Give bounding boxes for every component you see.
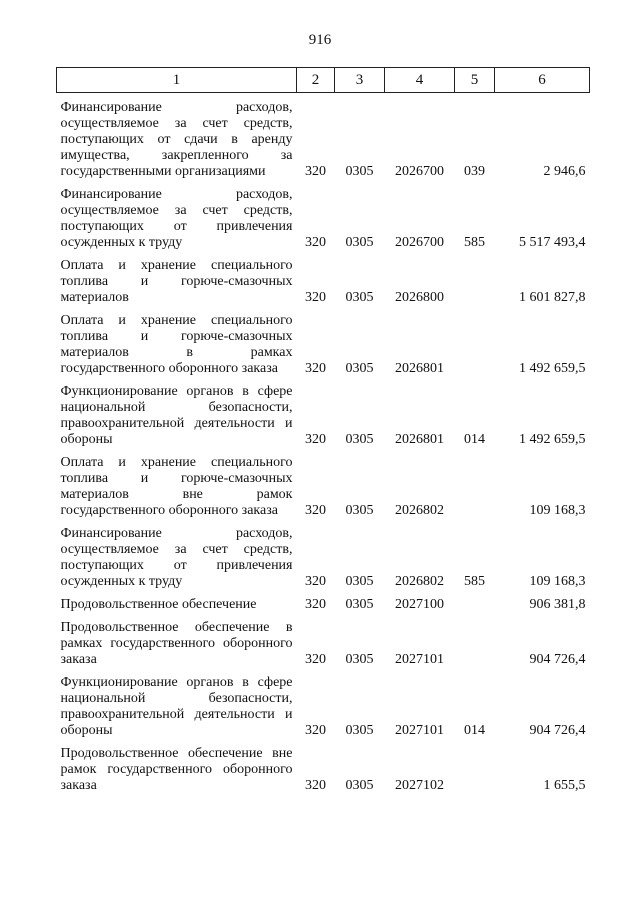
row-description: Оплата и хранение специального топлива и горюче-смазочных материалов: [60, 258, 293, 305]
row-col-4: 2026800: [395, 290, 444, 305]
row-col-2: 320: [305, 574, 326, 589]
row-col-3: 0305: [345, 164, 374, 179]
table-body: [57, 93, 590, 795]
row-col-4: 2027102: [395, 778, 444, 793]
row-col-4: 2027101: [395, 652, 444, 667]
row-col-5: [455, 613, 495, 668]
row-col-5: [455, 739, 495, 794]
row-amount: 904 726,4: [529, 723, 586, 738]
row-col-5: 585: [464, 574, 485, 589]
row-col-2: 320: [305, 290, 326, 305]
row-col-5: 014: [464, 432, 485, 447]
table-row: [57, 93, 590, 181]
header-col-6: 6: [495, 68, 590, 93]
row-description: Оплата и хранение специального топлива и горюче-смазочных материалов вне рамок государственного оборонного заказа: [60, 455, 293, 518]
header-col-3: 3: [335, 68, 385, 93]
row-col-4: 2027101: [395, 723, 444, 738]
row-col-4: 2026700: [395, 164, 444, 179]
row-col-4: 2026802: [395, 503, 444, 518]
row-col-3: 0305: [345, 361, 374, 376]
header-col-1: 1: [57, 68, 297, 93]
row-description: Финансирование расходов, осуществляемое за счет средств, поступающих от привлечения осужденных к труду: [60, 187, 293, 250]
table-row: [57, 180, 590, 251]
row-col-5: 039: [464, 164, 485, 179]
row-col-2: 320: [305, 164, 326, 179]
table-row: [57, 668, 590, 739]
row-amount: 109 168,3: [529, 503, 586, 518]
table-row: [57, 519, 590, 590]
row-col-5: 014: [464, 723, 485, 738]
header-col-4: 4: [385, 68, 455, 93]
row-col-2: 320: [305, 361, 326, 376]
row-col-2: 320: [305, 597, 326, 612]
row-col-5: [455, 448, 495, 519]
row-col-2: 320: [305, 432, 326, 447]
row-col-3: 0305: [345, 432, 374, 447]
table-row: [57, 251, 590, 306]
row-col-3: 0305: [345, 574, 374, 589]
row-amount: 1 655,5: [543, 778, 586, 793]
row-col-4: 2026802: [395, 574, 444, 589]
page-number: 916: [308, 32, 332, 48]
row-description: Функционирование органов в сфере национальной безопасности, правоохранительной деятельности и обороны: [60, 675, 293, 738]
row-col-5: [455, 590, 495, 613]
row-amount: 5 517 493,4: [519, 235, 586, 250]
row-col-2: 320: [305, 652, 326, 667]
row-col-3: 0305: [345, 597, 374, 612]
row-description: Функционирование органов в сфере национальной безопасности, правоохранительной деятельности и обороны: [60, 384, 293, 447]
row-description: Оплата и хранение специального топлива и горюче-смазочных материалов в рамках государственного оборонного заказа: [60, 313, 293, 376]
table-row: [57, 448, 590, 519]
row-col-4: 2026801: [395, 432, 444, 447]
row-amount: 1 601 827,8: [519, 290, 586, 305]
table-row: [57, 613, 590, 668]
header-row: [57, 68, 590, 93]
row-col-4: 2026801: [395, 361, 444, 376]
row-amount: 906 381,8: [529, 597, 586, 612]
row-col-4: 2027100: [395, 597, 444, 612]
row-col-5: [455, 251, 495, 306]
row-col-3: 0305: [345, 652, 374, 667]
row-amount: 904 726,4: [529, 652, 586, 667]
row-description: Финансирование расходов, осуществляемое за счет средств, поступающих от сдачи в аренду имущества, закрепленного за государственными организациями: [60, 100, 293, 179]
row-description: Продовольственное обеспечение в рамках государственного оборонного заказа: [60, 620, 293, 667]
row-col-3: 0305: [345, 290, 374, 305]
table-row: [57, 590, 590, 613]
row-col-5: [455, 306, 495, 377]
row-col-2: 320: [305, 723, 326, 738]
budget-table: [56, 67, 590, 794]
row-description: Продовольственное обеспечение вне рамок государственного оборонного заказа: [60, 746, 293, 793]
row-amount: 1 492 659,5: [519, 361, 586, 376]
row-col-2: 320: [305, 235, 326, 250]
row-col-2: 320: [305, 503, 326, 518]
table-row: [57, 377, 590, 448]
row-col-3: 0305: [345, 723, 374, 738]
row-description: Финансирование расходов, осуществляемое за счет средств, поступающих от привлечения осужденных к труду: [60, 526, 293, 589]
row-col-3: 0305: [345, 778, 374, 793]
row-col-3: 0305: [345, 235, 374, 250]
row-col-2: 320: [305, 778, 326, 793]
row-amount: 2 946,6: [543, 164, 586, 179]
row-description: Продовольственное обеспечение: [60, 597, 257, 612]
row-amount: 109 168,3: [529, 574, 586, 589]
table-header: [57, 68, 590, 93]
row-amount: 1 492 659,5: [519, 432, 586, 447]
header-col-2: 2: [297, 68, 335, 93]
table-row: [57, 306, 590, 377]
row-col-4: 2026700: [395, 235, 444, 250]
row-col-3: 0305: [345, 503, 374, 518]
table-row: [57, 739, 590, 794]
header-col-5: 5: [455, 68, 495, 93]
row-col-5: 585: [464, 235, 485, 250]
